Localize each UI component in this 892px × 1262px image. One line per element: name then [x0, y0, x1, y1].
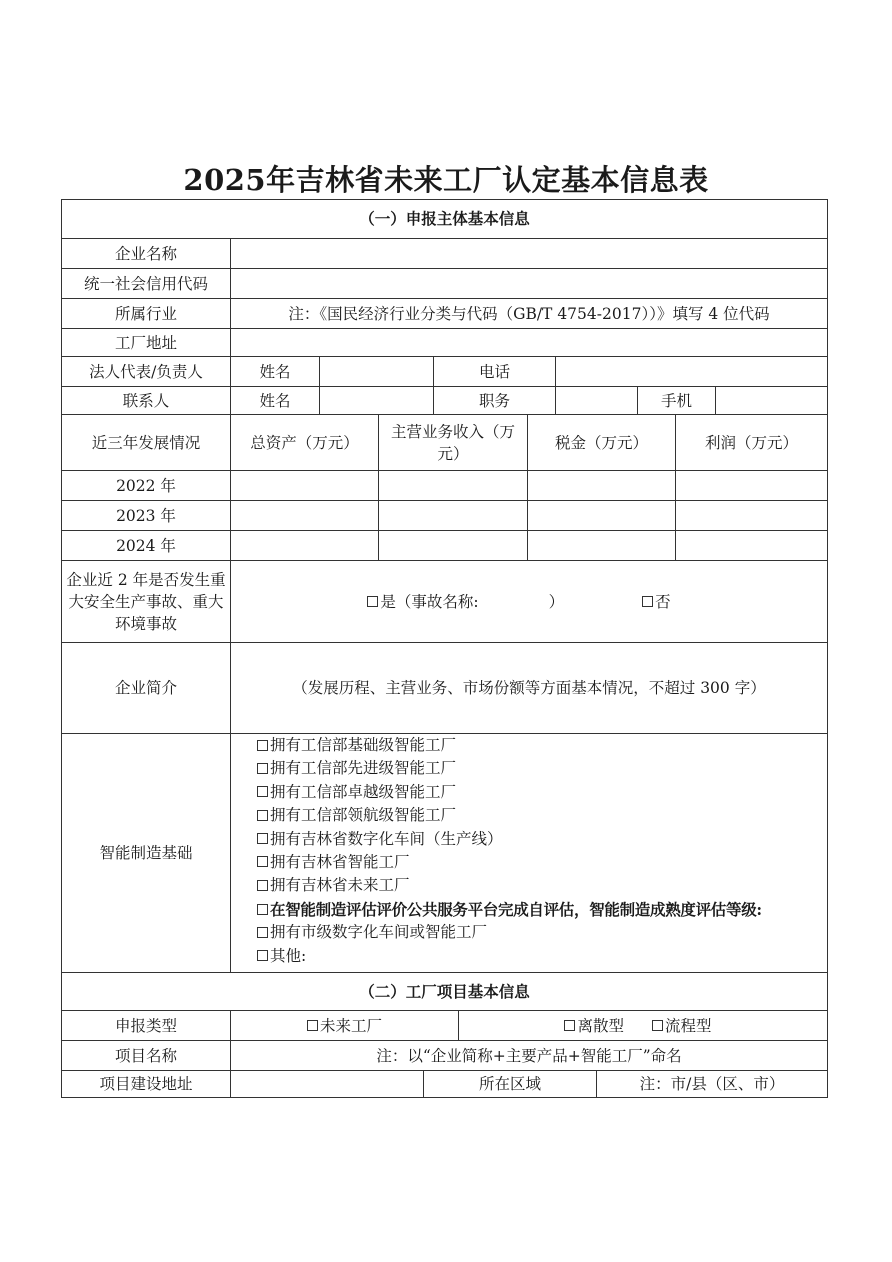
industry-label: 所属行业	[62, 298, 230, 328]
smart-option[interactable]	[257, 804, 827, 827]
project-name-field[interactable]	[230, 1040, 827, 1070]
smart-option-label: 其他:	[270, 946, 307, 965]
contact-position-field[interactable]	[555, 386, 637, 414]
smart-option[interactable]	[257, 945, 827, 968]
accident-options	[230, 560, 827, 642]
industry-note: 注：《国民经济行业分类与代码（GB/T 4754-2017））》填写 4 位代码	[288, 304, 770, 323]
accident-no-option[interactable]	[642, 591, 671, 613]
company-name-field[interactable]	[230, 238, 827, 268]
smart-option[interactable]	[257, 757, 827, 780]
revenue-2022-field[interactable]	[378, 470, 527, 500]
checkbox-icon[interactable]	[257, 950, 268, 961]
legal-rep-label: 法人代表/负责人	[62, 356, 230, 386]
tax-2022-field[interactable]	[527, 470, 675, 500]
type-process-cell	[458, 1010, 827, 1040]
smart-option[interactable]	[257, 781, 827, 804]
contact-mobile-field[interactable]	[715, 386, 827, 414]
type-process-option[interactable]	[652, 1015, 712, 1037]
contact-position-label: 职务	[433, 386, 555, 414]
assets-2024-field[interactable]	[230, 530, 378, 560]
profit-2023-field[interactable]	[675, 500, 827, 530]
col-assets-header: 总资产（万元）	[230, 414, 378, 470]
development-label: 近三年发展情况	[62, 414, 230, 470]
col-tax-header: 税金（万元）	[527, 414, 675, 470]
credit-code-field[interactable]	[230, 268, 827, 298]
checkbox-icon[interactable]	[257, 763, 268, 774]
legal-rep-phone-label: 电话	[433, 356, 555, 386]
revenue-2024-field[interactable]	[378, 530, 527, 560]
accident-yes-option[interactable]	[367, 591, 478, 613]
legal-rep-name-field[interactable]	[319, 356, 433, 386]
legal-rep-name-label: 姓名	[230, 356, 319, 386]
revenue-2023-field[interactable]	[378, 500, 527, 530]
site-label: 项目建设地址	[62, 1070, 230, 1097]
factory-address-field[interactable]	[230, 328, 827, 356]
legal-rep-phone-field[interactable]	[555, 356, 827, 386]
smart-option-label: 拥有吉林省智能工厂	[270, 852, 410, 871]
accident-label-text: 企业近 2 年是否发生重大安全生产事故、重大环境事故	[66, 570, 226, 633]
smart-option-label: 拥有市级数字化车间或智能工厂	[270, 923, 488, 942]
col-revenue-header	[378, 414, 527, 470]
col-profit-header: 利润（万元）	[675, 414, 827, 470]
contact-mobile-label: 手机	[637, 386, 715, 414]
smart-option[interactable]	[257, 851, 827, 874]
smart-option-label: 拥有工信部领航级智能工厂	[270, 806, 457, 825]
credit-code-label: 统一社会信用代码	[62, 268, 230, 298]
type-future-label: 未来工厂	[319, 1016, 382, 1035]
factory-address-label: 工厂地址	[62, 328, 230, 356]
industry-field[interactable]	[230, 298, 827, 328]
checkbox-icon[interactable]	[257, 833, 268, 844]
smart-options-list	[257, 734, 827, 968]
region-field[interactable]	[596, 1070, 827, 1097]
type-future-option[interactable]	[307, 1015, 382, 1037]
intro-field[interactable]	[230, 642, 827, 733]
smart-option[interactable]	[257, 898, 827, 921]
project-name-label: 项目名称	[62, 1040, 230, 1070]
type-future-cell	[230, 1010, 458, 1040]
accident-yes-label: 是（事故名称:	[380, 592, 479, 611]
smart-label: 智能制造基础	[62, 733, 230, 972]
region-label: 所在区域	[423, 1070, 596, 1097]
site-field[interactable]	[230, 1070, 423, 1097]
accident-yes-close: ）	[548, 592, 565, 611]
smart-option[interactable]	[257, 921, 827, 944]
intro-label: 企业简介	[62, 642, 230, 733]
smart-option-label: 拥有工信部先进级智能工厂	[270, 759, 457, 778]
accident-label	[62, 560, 230, 642]
section-heading-basic-info: （一）申报主体基本信息	[359, 209, 530, 228]
profit-2022-field[interactable]	[675, 470, 827, 500]
assets-2022-field[interactable]	[230, 470, 378, 500]
checkbox-icon[interactable]	[652, 1020, 663, 1031]
smart-option-label: 拥有工信部基础级智能工厂	[270, 736, 457, 754]
checkbox-icon[interactable]	[564, 1020, 575, 1031]
smart-option[interactable]	[257, 828, 827, 851]
company-name-label: 企业名称	[62, 238, 230, 268]
type-label: 申报类型	[62, 1010, 230, 1040]
section-heading-project-info: （二）工厂项目基本信息	[62, 972, 827, 1010]
contact-name-field[interactable]	[319, 386, 433, 414]
year-label: 2023 年	[62, 500, 230, 530]
col-revenue-text: 主营业务收入（万元）	[390, 422, 515, 463]
smart-option[interactable]	[257, 874, 827, 897]
smart-option[interactable]	[257, 734, 827, 757]
checkbox-icon[interactable]	[257, 904, 268, 915]
checkbox-icon[interactable]	[307, 1020, 318, 1031]
smart-option-label: 拥有工信部卓越级智能工厂	[270, 782, 457, 801]
checkbox-icon[interactable]	[257, 810, 268, 821]
accident-no-label: 否	[655, 592, 671, 611]
checkbox-icon[interactable]	[257, 880, 268, 891]
checkbox-icon[interactable]	[257, 786, 268, 797]
checkbox-icon[interactable]	[257, 740, 268, 751]
checkbox-icon[interactable]	[257, 927, 268, 938]
type-process-label: 流程型	[665, 1016, 712, 1035]
smart-option-label: 拥有吉林省未来工厂	[270, 876, 410, 895]
type-discrete-label: 离散型	[577, 1016, 624, 1035]
region-note: 注：市/县（区、市）	[639, 1075, 785, 1093]
smart-option-label: 拥有吉林省数字化车间（生产线）	[270, 829, 503, 848]
checkbox-icon[interactable]	[642, 596, 653, 607]
year-label: 2022 年	[62, 470, 230, 500]
tax-2023-field[interactable]	[527, 500, 675, 530]
checkbox-icon[interactable]	[257, 856, 268, 867]
year-label: 2024 年	[62, 530, 230, 560]
contact-name-label: 姓名	[230, 386, 319, 414]
checkbox-icon[interactable]	[367, 596, 378, 607]
profit-2024-field[interactable]	[675, 530, 827, 560]
page-title: 2025年吉林省未来工厂认定基本信息表	[183, 163, 709, 197]
intro-note: （发展历程、主营业务、市场份额等方面基本情况，不超过 300 字）	[292, 679, 766, 697]
type-discrete-option[interactable]	[564, 1015, 624, 1037]
project-name-note: 注：以“企业简称+主要产品+智能工厂”命名	[376, 1046, 682, 1065]
smart-option-label: 在智能制造评估评价公共服务平台完成自评估，智能制造成熟度评估等级:	[270, 899, 762, 919]
assets-2023-field[interactable]	[230, 500, 378, 530]
tax-2024-field[interactable]	[527, 530, 675, 560]
contact-label: 联系人	[62, 386, 230, 414]
